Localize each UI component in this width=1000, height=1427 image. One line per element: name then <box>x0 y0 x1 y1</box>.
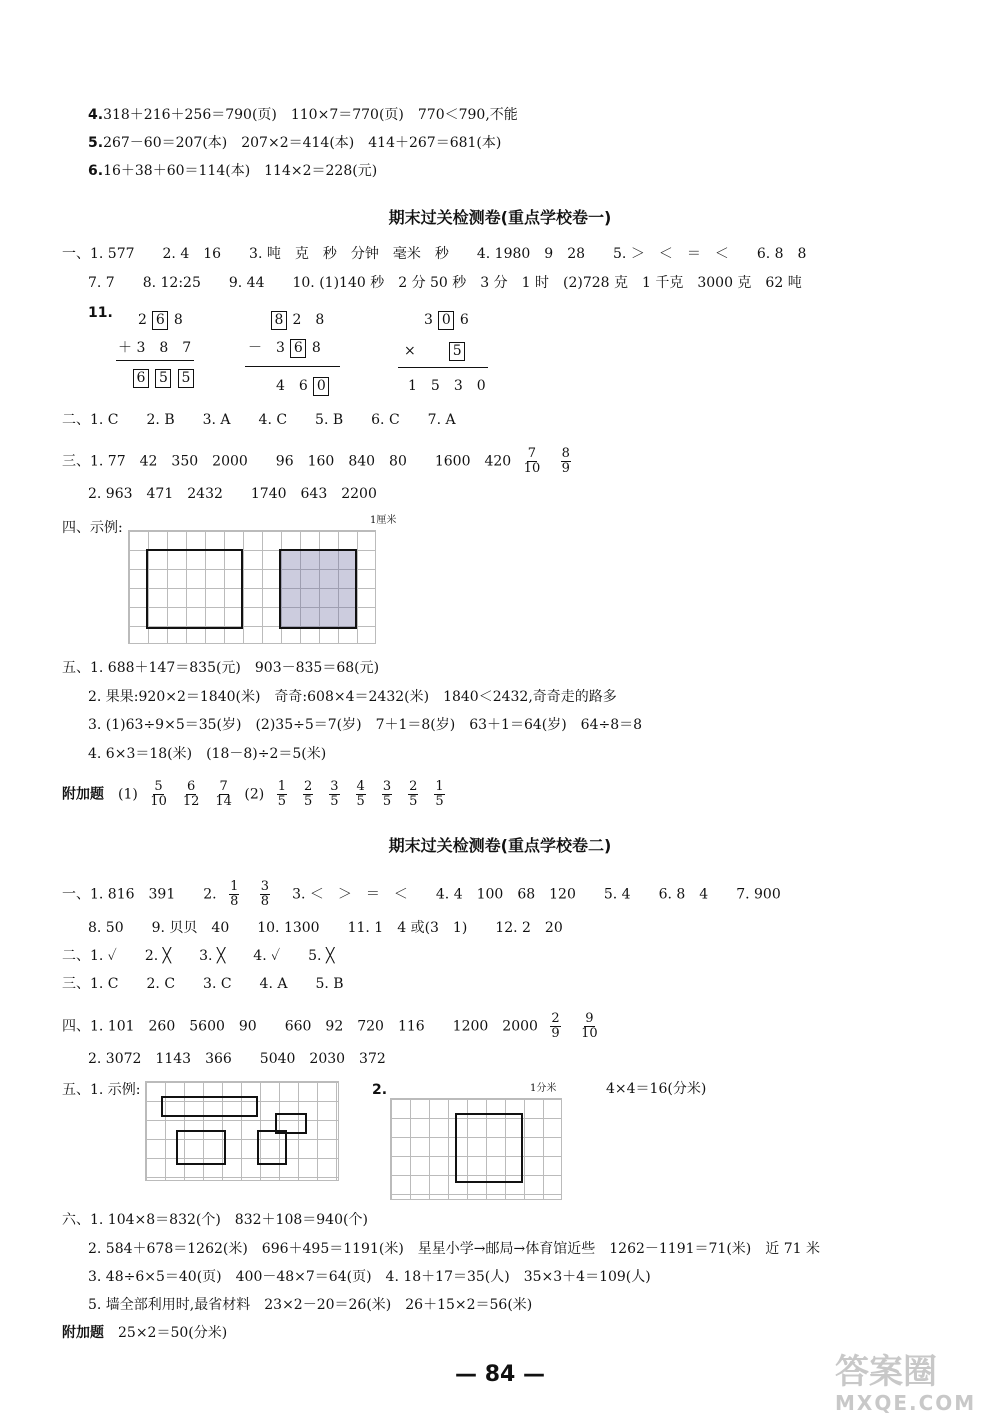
s2-bonus: 附加题 25×2＝50(分米) <box>62 1325 228 1341</box>
s1-part1-row1: 一、1. 577 2. 4 16 3. 吨 克 秒 分钟 毫米 秒 4. 1980 9 28 5. ＞ ＜ ＝ ＜ 6. 8 8 <box>62 246 807 262</box>
answer-4: 4.318＋216＋256＝790(页) 110×7＝770(页) 770＜790,不能 <box>88 107 518 123</box>
sub-line <box>245 366 340 367</box>
section-title-2: 期末过关检测卷(重点学校卷二) <box>388 836 612 855</box>
add-line <box>116 360 194 361</box>
s2-part3: 三、1. C 2. C 3. C 4. A 5. B <box>62 976 344 992</box>
answer-5: 5.267－60＝207(本) 207×2＝414(本) 414＋267＝681(本) <box>88 135 502 151</box>
square-shape <box>455 1113 523 1183</box>
s2-part2: 二、1. ✓ 2. ╳ 3. ╳ 4. ✓ 5. ╳ <box>62 948 335 964</box>
s2-part6-row5: 5. 墙全部利用时,最省材料 23×2－20＝26(米) 26＋15×2＝56(米) <box>88 1297 533 1313</box>
page-number: — 84 — <box>455 1362 545 1387</box>
shape-bar <box>161 1096 258 1117</box>
fraction: $\frac{1}{5}$ <box>277 779 286 809</box>
mul-row2: × 5 <box>404 342 466 361</box>
add-row3: 6 5 5 <box>132 369 195 388</box>
sub-row1: 8 2 8 <box>270 311 324 330</box>
fraction: $\frac{2}{5}$ <box>409 779 418 809</box>
s2-part6-row3: 3. 48÷6×5＝40(页) 400－48×7＝64(页) 4. 18＋17＝35(人) 35×3＋4＝109(人) <box>88 1269 651 1285</box>
square-shape <box>279 549 357 629</box>
fraction: $\frac{8}{9}$ <box>561 446 570 476</box>
unit-label: 1厘米 <box>370 515 397 526</box>
s1-part5-row4: 4. 6×3＝18(米) (18－8)÷2＝5(米) <box>88 746 327 762</box>
fraction: $\frac{1}{8}$ <box>230 879 239 909</box>
q11-label: 11. <box>88 305 113 321</box>
section-title-1: 期末过关检测卷(重点学校卷一) <box>388 208 612 227</box>
mul-row1: 3 0 6 <box>424 312 469 328</box>
sub-row3: 4 6 0 <box>276 377 330 396</box>
fraction: $\frac{1}{5}$ <box>435 779 444 809</box>
add-row1: 2 6 8 <box>138 312 183 328</box>
shape-rect-small <box>257 1130 287 1165</box>
s1-bonus: 附加题 (1) $\frac{5}{10}$ $\frac{6}{12}$ $\frac{7}{14}$ (2) $\frac{1}{5}$ $\frac{2}{5}$ $\frac{3}{5}$ $\frac{4}{5}$ $\frac{3}{5}$ $\frac{2}{5}$ $\frac{1}{5}$ <box>62 779 444 809</box>
fraction: $\frac{2}{5}$ <box>303 779 313 809</box>
fraction: $\frac{3}{5}$ <box>382 779 392 809</box>
s1-part4-label: 四、示例: <box>62 520 123 536</box>
s1-part5-row3: 3. (1)63÷9×5＝35(岁) (2)35÷5＝7(岁) 7＋1＝8(岁) 63＋1＝64(岁) 64÷8＝8 <box>88 717 643 733</box>
mul-row3: 1 5 3 0 <box>408 378 486 394</box>
add-row2: ＋ 3 8 7 <box>118 340 192 356</box>
shape-step <box>275 1113 307 1134</box>
answer-6: 6.16＋38＋60＝114(本) 114×2＝228(元) <box>88 163 378 179</box>
s2-part4-row1: 四、1. 101 260 5600 90 660 92 720 116 1200 2000 $\frac{2}{9}$ $\frac{9}{10}$ <box>62 1011 598 1041</box>
s1-part1-row2: 7. 7 8. 12:25 9. 44 10. (1)140 秒 2 分 50 秒 3 分 1 时 (2)728 克 1 千克 3000 克 62 吨 <box>88 275 802 291</box>
mul-line <box>398 367 488 368</box>
s2-part1-row1: 一、1. 816 391 2. $\frac{1}{8}$ $\frac{3}{8}$ 3. ＜ ＞ ＝ ＜ 4. 4 100 68 120 5. 4 6. 8 4 7. 900 <box>62 879 781 909</box>
s2-part5-q2-answer: 4×4＝16(分米) <box>606 1081 707 1097</box>
fraction: $\frac{2}{9}$ <box>551 1011 560 1041</box>
fraction: $\frac{7}{14}$ <box>215 779 232 809</box>
fraction: $\frac{6}{12}$ <box>182 779 200 809</box>
s1-part5-row2: 2. 果果:920×2＝1840(米) 奇奇:608×4＝2432(米) 1840＜2432,奇奇走的路多 <box>88 689 617 705</box>
fraction: $\frac{3}{8}$ <box>260 879 270 909</box>
s2-part4-row2: 2. 3072 1143 366 5040 2030 372 <box>88 1051 386 1067</box>
s1-part2: 二、1. C 2. B 3. A 4. C 5. B 6. C 7. A <box>62 412 456 428</box>
s1-part3-row2: 2. 963 471 2432 1740 643 2200 <box>88 486 377 502</box>
unit-label: 1分米 <box>530 1083 557 1094</box>
s1-part3-row1: 三、1. 77 42 350 2000 96 160 840 80 1600 420 $\frac{7}{10}$ $\frac{8}{9}$ <box>62 446 570 476</box>
s2-part5-q1: 五、1. 示例: <box>62 1082 141 1098</box>
sub-row2: － 3 6 8 <box>248 340 321 356</box>
shape-rect <box>176 1130 226 1165</box>
fraction: $\frac{3}{5}$ <box>330 779 339 809</box>
s1-part5-row1: 五、1. 688＋147＝835(元) 903－835＝68(元) <box>62 660 380 676</box>
fraction: $\frac{5}{10}$ <box>150 779 167 809</box>
fraction: $\frac{4}{5}$ <box>356 779 365 809</box>
watermark-logo: 答案圈 MXQE.COM <box>835 1352 977 1415</box>
rectangle-shape <box>146 549 243 629</box>
fraction: $\frac{9}{10}$ <box>581 1011 598 1041</box>
s2-part6-row1: 六、1. 104×8＝832(个) 832＋108＝940(个) <box>62 1212 368 1228</box>
s2-part1-row2: 8. 50 9. 贝贝 40 10. 1300 11. 1 4 或(3 1) 12. 2 20 <box>88 920 563 936</box>
fraction: $\frac{7}{10}$ <box>523 446 541 476</box>
s2-part6-row2: 2. 584＋678＝1262(米) 696＋495＝1191(米) 星星小学→邮局→体育馆近些 1262－1191＝71(米) 近 71 米 <box>88 1241 820 1257</box>
s2-part5-q2: 2. <box>372 1082 388 1098</box>
